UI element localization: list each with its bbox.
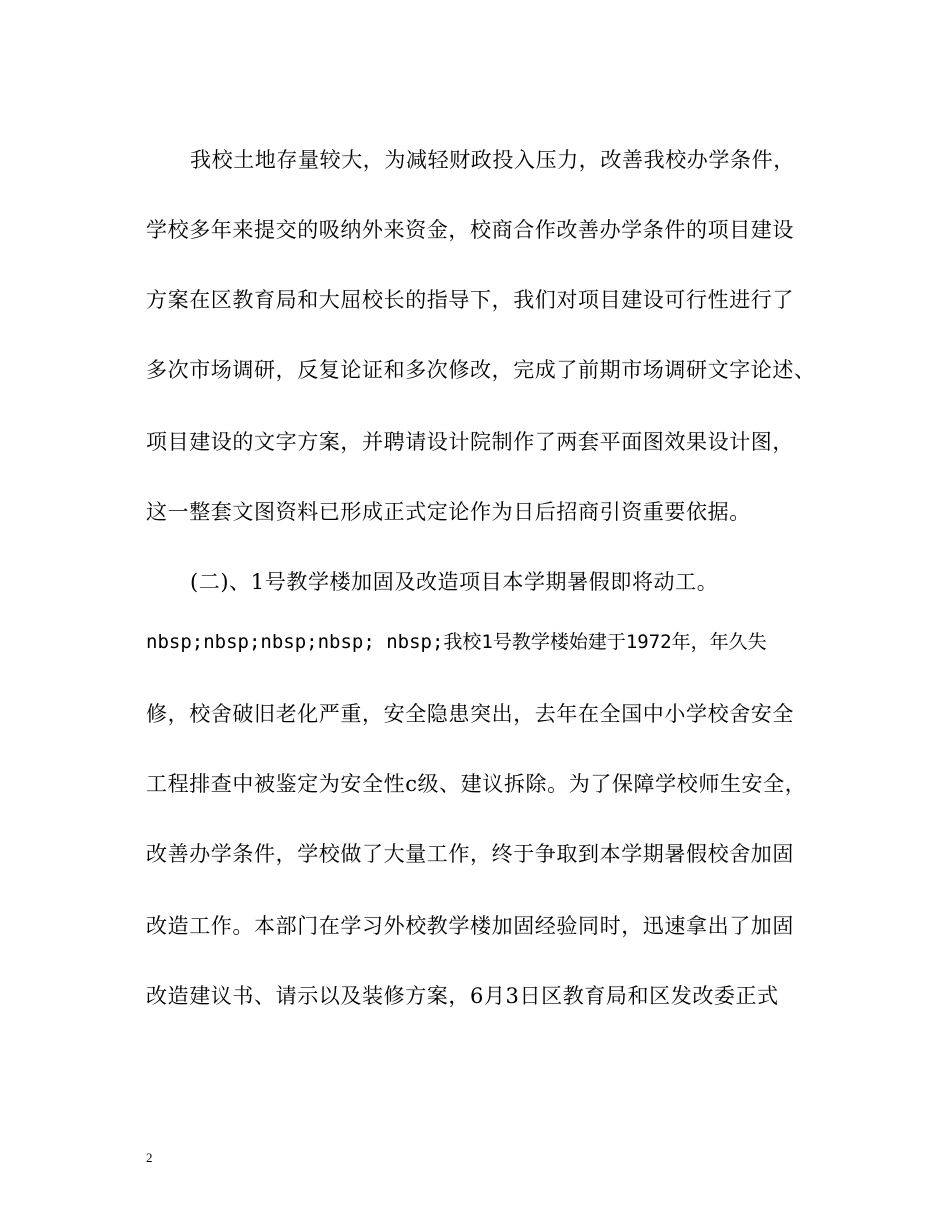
paragraph-line-8: nbsp;nbsp;nbsp;nbsp; nbsp;我校1号教学楼始建于1972年，年久失 [146, 631, 767, 653]
paragraph-line-3: 方案在区教育局和大屈校长的指导下，我们对项目建设可行性进行了 [146, 288, 794, 312]
paragraph-line-9: 修，校舍破旧老化严重，安全隐患突出，去年在全国中小学校舍安全 [146, 702, 794, 726]
page-number: 2 [146, 1150, 153, 1165]
paragraph-line-1: 我校土地存量较大，为减轻财政投入压力，改善我校办学条件， [190, 148, 795, 172]
paragraph-line-11: 改善办学条件，学校做了大量工作，终于争取到本学期暑假校舍加固 [146, 842, 794, 866]
paragraph-line-13: 改造建议书、请示以及装修方案，6月3日区教育局和区发改委正式 [146, 984, 779, 1008]
paragraph-line-4: 多次市场调研，反复论证和多次修改，完成了前期市场调研文字论述、 [146, 358, 816, 382]
paragraph-line-2: 学校多年来提交的吸纳外来资金，校商合作改善办学条件的项目建设 [146, 218, 794, 242]
paragraph-line-6: 这一整套文图资料已形成正式定论作为日后招商引资重要依据。 [146, 500, 751, 524]
paragraph-line-5: 项目建设的文字方案，并聘请设计院制作了两套平面图效果设计图， [146, 430, 794, 454]
section-heading-line: (二)、1号教学楼加固及改造项目本学期暑假即将动工。 [190, 570, 719, 594]
paragraph-line-10: 工程排查中被鉴定为安全性c级、建议拆除。为了保障学校师生安全， [146, 772, 807, 796]
paragraph-line-12: 改造工作。本部门在学习外校教学楼加固经验同时，迅速拿出了加固 [146, 914, 794, 938]
